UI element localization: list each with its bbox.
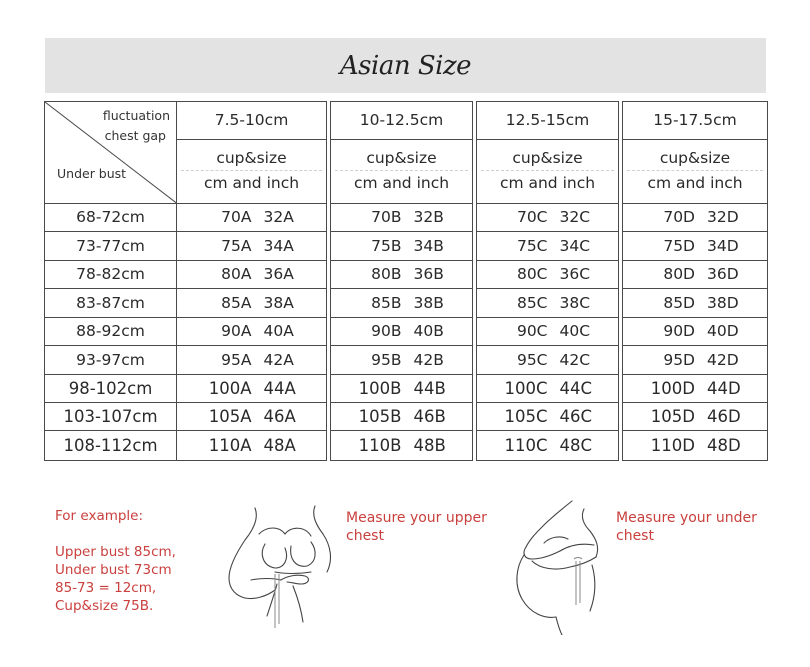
size-cell bbox=[177, 232, 327, 260]
cup-size-value: 105C bbox=[504, 407, 548, 427]
example-heading: For example: bbox=[55, 508, 144, 524]
cup-size-value: 70A bbox=[221, 208, 252, 227]
cup-size-value: 70D bbox=[663, 208, 695, 227]
table-row bbox=[45, 232, 768, 260]
band-size-value: 32C bbox=[559, 208, 591, 227]
band-size-value: 32A bbox=[263, 208, 294, 227]
under-bust-cell: 73-77cm bbox=[45, 232, 177, 260]
cup-size-value: 105D bbox=[650, 407, 695, 427]
cup-size-value: 70C bbox=[516, 208, 548, 227]
cup-size-value: 90D bbox=[663, 322, 695, 341]
cup-size-value: 105A bbox=[208, 407, 252, 427]
cup-size-value: 90C bbox=[516, 322, 548, 341]
band-size-value: 34A bbox=[263, 236, 294, 255]
subheader-cup-size: cup&size bbox=[216, 149, 287, 168]
corner-label-under-bust: Under bust bbox=[57, 165, 127, 181]
example-line-upper: Upper bust 85cm, bbox=[55, 544, 176, 560]
subheader-cell bbox=[477, 139, 619, 203]
under-bust-cell: 83-87cm bbox=[45, 289, 177, 317]
example-line-result: Cup&size 75B. bbox=[55, 598, 154, 614]
title-band bbox=[45, 38, 766, 93]
upper-chest-measure-illustration bbox=[215, 500, 340, 635]
subheader-cm-inch: cm and inch bbox=[353, 174, 450, 193]
cup-size-value: 110B bbox=[358, 436, 402, 456]
corner-label-chest-gap: chest gap bbox=[104, 128, 166, 143]
band-size-value: 40B bbox=[413, 322, 444, 341]
band-size-value: 44A bbox=[263, 378, 296, 398]
size-cell bbox=[177, 374, 327, 402]
size-cell bbox=[623, 431, 768, 461]
size-cell bbox=[331, 232, 473, 260]
cup-size-value: 100A bbox=[208, 378, 252, 398]
under-bust-cell: 98-102cm bbox=[45, 374, 177, 402]
size-cell bbox=[477, 317, 619, 345]
size-cell bbox=[623, 402, 768, 430]
cup-size-value: 70B bbox=[371, 208, 402, 227]
band-size-value: 46B bbox=[413, 407, 446, 427]
band-size-value: 44B bbox=[413, 378, 446, 398]
under-bust-cell: 93-97cm bbox=[45, 346, 177, 374]
under-bust-cell: 88-92cm bbox=[45, 317, 177, 345]
measure-under-label bbox=[616, 509, 766, 545]
cup-size-value: 110A bbox=[208, 436, 252, 456]
size-cell bbox=[477, 203, 619, 231]
size-cell bbox=[623, 203, 768, 231]
cup-size-value: 85B bbox=[371, 293, 402, 312]
cup-size-value: 100C bbox=[504, 378, 548, 398]
under-chest-measure-illustration bbox=[496, 495, 621, 635]
band-size-value: 46C bbox=[559, 407, 593, 427]
size-chart-table bbox=[44, 101, 768, 461]
size-cell bbox=[623, 260, 768, 288]
cup-size-value: 95A bbox=[221, 350, 252, 369]
size-cell bbox=[331, 289, 473, 317]
band-size-value: 48B bbox=[413, 436, 446, 456]
size-cell bbox=[177, 317, 327, 345]
table-row bbox=[45, 346, 768, 374]
example-text bbox=[55, 507, 176, 615]
table-row bbox=[45, 374, 768, 402]
under-bust-cell: 68-72cm bbox=[45, 203, 177, 231]
cup-size-value: 85C bbox=[516, 293, 548, 312]
cup-size-value: 95D bbox=[663, 350, 695, 369]
band-size-value: 38B bbox=[413, 293, 444, 312]
size-cell bbox=[477, 346, 619, 374]
size-cell bbox=[177, 203, 327, 231]
size-cell bbox=[623, 346, 768, 374]
band-size-value: 40D bbox=[707, 322, 739, 341]
cup-size-value: 110D bbox=[650, 436, 695, 456]
table-row bbox=[45, 402, 768, 430]
dashed-divider bbox=[335, 170, 468, 171]
subheader-cell bbox=[177, 139, 327, 203]
band-size-value: 34C bbox=[559, 236, 591, 255]
size-cell bbox=[331, 431, 473, 461]
size-cell bbox=[623, 317, 768, 345]
size-cell bbox=[477, 260, 619, 288]
size-cell bbox=[477, 289, 619, 317]
subheader-cm-inch: cm and inch bbox=[647, 174, 743, 193]
cup-size-value: 80B bbox=[371, 265, 402, 284]
under-bust-cell: 103-107cm bbox=[45, 402, 177, 430]
measure-under-line1: Measure your under bbox=[616, 510, 757, 526]
band-size-value: 44C bbox=[559, 378, 593, 398]
band-size-value: 48C bbox=[559, 436, 593, 456]
band-size-value: 38A bbox=[263, 293, 294, 312]
subheader-cm-inch: cm and inch bbox=[499, 174, 596, 193]
dashed-divider bbox=[481, 170, 614, 171]
band-size-value: 38D bbox=[707, 293, 739, 312]
size-cell bbox=[623, 232, 768, 260]
size-cell bbox=[177, 289, 327, 317]
band-size-value: 46A bbox=[263, 407, 296, 427]
cup-size-value: 95B bbox=[371, 350, 402, 369]
cup-size-value: 75A bbox=[221, 236, 252, 255]
band-size-value: 38C bbox=[559, 293, 591, 312]
cup-size-value: 75D bbox=[663, 236, 695, 255]
subheader-cup-size: cup&size bbox=[512, 149, 583, 168]
band-size-value: 32B bbox=[413, 208, 444, 227]
size-cell bbox=[331, 260, 473, 288]
band-size-value: 42C bbox=[559, 350, 591, 369]
cup-size-value: 90A bbox=[221, 322, 252, 341]
cup-size-value: 85D bbox=[663, 293, 695, 312]
size-cell bbox=[477, 232, 619, 260]
band-size-value: 40A bbox=[263, 322, 294, 341]
dashed-divider bbox=[627, 170, 763, 171]
gap-header-4: 15-17.5cm bbox=[623, 102, 768, 140]
size-cell bbox=[331, 374, 473, 402]
cup-size-value: 80C bbox=[516, 265, 548, 284]
example-line-calc: 85-73 = 12cm, bbox=[55, 580, 157, 596]
size-cell bbox=[177, 431, 327, 461]
cup-size-value: 75B bbox=[371, 236, 402, 255]
band-size-value: 36B bbox=[413, 265, 444, 284]
size-cell bbox=[477, 374, 619, 402]
band-size-value: 44D bbox=[707, 378, 741, 398]
gap-header-1: 7.5-10cm bbox=[177, 102, 327, 140]
band-size-value: 34B bbox=[413, 236, 444, 255]
band-size-value: 34D bbox=[707, 236, 739, 255]
subheader-cm-inch: cm and inch bbox=[203, 174, 300, 193]
size-cell bbox=[331, 346, 473, 374]
cup-size-value: 90B bbox=[371, 322, 402, 341]
measure-upper-label bbox=[346, 509, 496, 545]
gap-header-3: 12.5-15cm bbox=[477, 102, 619, 140]
size-cell bbox=[177, 346, 327, 374]
cup-size-value: 80A bbox=[221, 265, 252, 284]
cup-size-value: 75C bbox=[516, 236, 548, 255]
table-row bbox=[45, 203, 768, 231]
cup-size-value: 85A bbox=[221, 293, 252, 312]
table-row bbox=[45, 289, 768, 317]
band-size-value: 42A bbox=[263, 350, 294, 369]
band-size-value: 42B bbox=[413, 350, 444, 369]
cup-size-value: 100D bbox=[650, 378, 695, 398]
dashed-divider bbox=[181, 170, 322, 171]
table-row bbox=[45, 431, 768, 461]
under-bust-cell: 78-82cm bbox=[45, 260, 177, 288]
band-size-value: 32D bbox=[707, 208, 739, 227]
table-row bbox=[45, 317, 768, 345]
table-row bbox=[45, 260, 768, 288]
measure-upper-line2: chest bbox=[346, 528, 384, 544]
subheader-cup-size: cup&size bbox=[659, 149, 731, 168]
cup-size-value: 105B bbox=[358, 407, 402, 427]
size-cell bbox=[331, 317, 473, 345]
page-title: Asian Size bbox=[339, 50, 472, 81]
size-cell bbox=[477, 431, 619, 461]
size-cell bbox=[177, 402, 327, 430]
cup-size-value: 80D bbox=[663, 265, 695, 284]
measure-upper-line1: Measure your upper bbox=[346, 510, 487, 526]
band-size-value: 46D bbox=[707, 407, 741, 427]
size-cell bbox=[623, 289, 768, 317]
band-size-value: 36C bbox=[559, 265, 591, 284]
size-cell bbox=[177, 260, 327, 288]
band-size-value: 40C bbox=[559, 322, 591, 341]
band-size-value: 48D bbox=[707, 436, 741, 456]
subheader-cell bbox=[623, 139, 768, 203]
size-cell bbox=[623, 374, 768, 402]
corner-header-cell bbox=[45, 102, 177, 204]
size-cell bbox=[477, 402, 619, 430]
size-cell bbox=[331, 203, 473, 231]
band-size-value: 42D bbox=[707, 350, 739, 369]
band-size-value: 36D bbox=[707, 265, 739, 284]
measure-under-line2: chest bbox=[616, 528, 654, 544]
example-line-under: Under bust 73cm bbox=[55, 562, 172, 578]
gap-header-2: 10-12.5cm bbox=[331, 102, 473, 140]
cup-size-value: 95C bbox=[516, 350, 548, 369]
band-size-value: 36A bbox=[263, 265, 294, 284]
band-size-value: 48A bbox=[263, 436, 296, 456]
cup-size-value: 100B bbox=[358, 378, 402, 398]
size-cell bbox=[331, 402, 473, 430]
under-bust-cell: 108-112cm bbox=[45, 431, 177, 461]
cup-size-value: 110C bbox=[504, 436, 548, 456]
subheader-cup-size: cup&size bbox=[366, 149, 437, 168]
corner-label-fluctuation: fluctuation bbox=[102, 108, 170, 123]
subheader-cell bbox=[331, 139, 473, 203]
